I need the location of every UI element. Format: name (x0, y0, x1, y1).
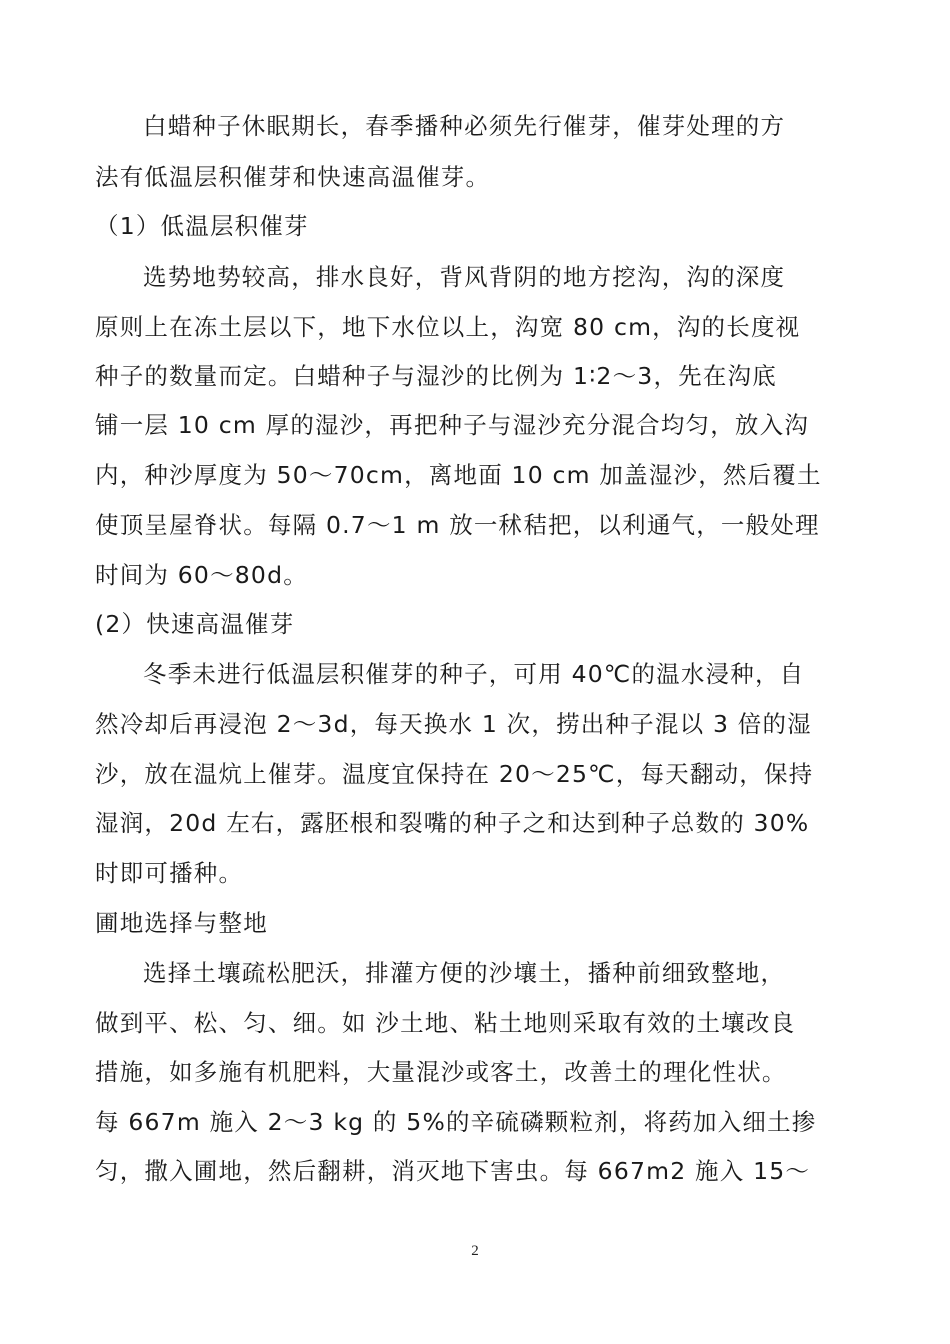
paragraph-line: 原则上在冻土层以下，地下水位以上，沟宽 80 cm，沟的长度视 (95, 313, 801, 341)
paragraph-line: 法有低温层积催芽和快速高温催芽。 (95, 163, 491, 191)
paragraph-line: 使顶呈屋脊状。每隔 0.7～1 m 放一秫秸把，以利通气，一般处理 (95, 511, 820, 539)
paragraph-line: 冬季未进行低温层积催芽的种子，可用 40℃的温水浸种，自 (143, 660, 805, 688)
paragraph-line: 时间为 60～80d。 (95, 561, 308, 589)
paragraph-line: 选势地势较高，排水良好，背风背阴的地方挖沟，沟的深度 (143, 263, 786, 291)
paragraph-line: 铺一层 10 cm 厚的湿沙，再把种子与湿沙充分混合均匀，放入沟 (95, 411, 810, 439)
paragraph-line: 时即可播种。 (95, 859, 244, 887)
page-number: 2 (471, 1243, 479, 1259)
paragraph-line: 种子的数量而定。白蜡种子与湿沙的比例为 1∶2～3，先在沟底 (95, 362, 777, 390)
paragraph-line: 白蜡种子休眠期长，春季播种必须先行催芽，催芽处理的方 (143, 112, 786, 140)
paragraph-line: 每 667m 施入 2～3 kg 的 5%的辛硫磷颗粒剂，将药加入细土掺 (95, 1108, 817, 1136)
paragraph-line: 措施，如多施有机肥料，大量混沙或客土，改善土的理化性状。 (95, 1058, 787, 1086)
section-heading: 圃地选择与整地 (95, 909, 268, 937)
paragraph-line: 选择土壤疏松肥沃，排灌方便的沙壤土，播种前细致整地， (143, 959, 786, 987)
paragraph-line: 湿润，20d 左右，露胚根和裂嘴的种子之和达到种子总数的 30% (95, 809, 810, 837)
section-heading: （1）低温层积催芽 (95, 212, 309, 240)
paragraph-line: 然冷却后再浸泡 2～3d，每天换水 1 次，捞出种子混以 3 倍的湿 (95, 710, 812, 738)
paragraph-line: 沙，放在温炕上催芽。温度宜保持在 20～25℃，每天翻动，保持 (95, 760, 814, 788)
paragraph-line: 做到平、松、匀、细。如 沙土地、粘土地则采取有效的土壤改良 (95, 1009, 796, 1037)
section-heading: (2）快速高温催芽 (95, 610, 295, 638)
paragraph-line: 匀，撒入圃地，然后翻耕，消灭地下害虫。每 667m2 施入 15～ (95, 1157, 811, 1185)
paragraph-line: 内，种沙厚度为 50～70cm，离地面 10 cm 加盖湿沙，然后覆土 (95, 461, 822, 489)
